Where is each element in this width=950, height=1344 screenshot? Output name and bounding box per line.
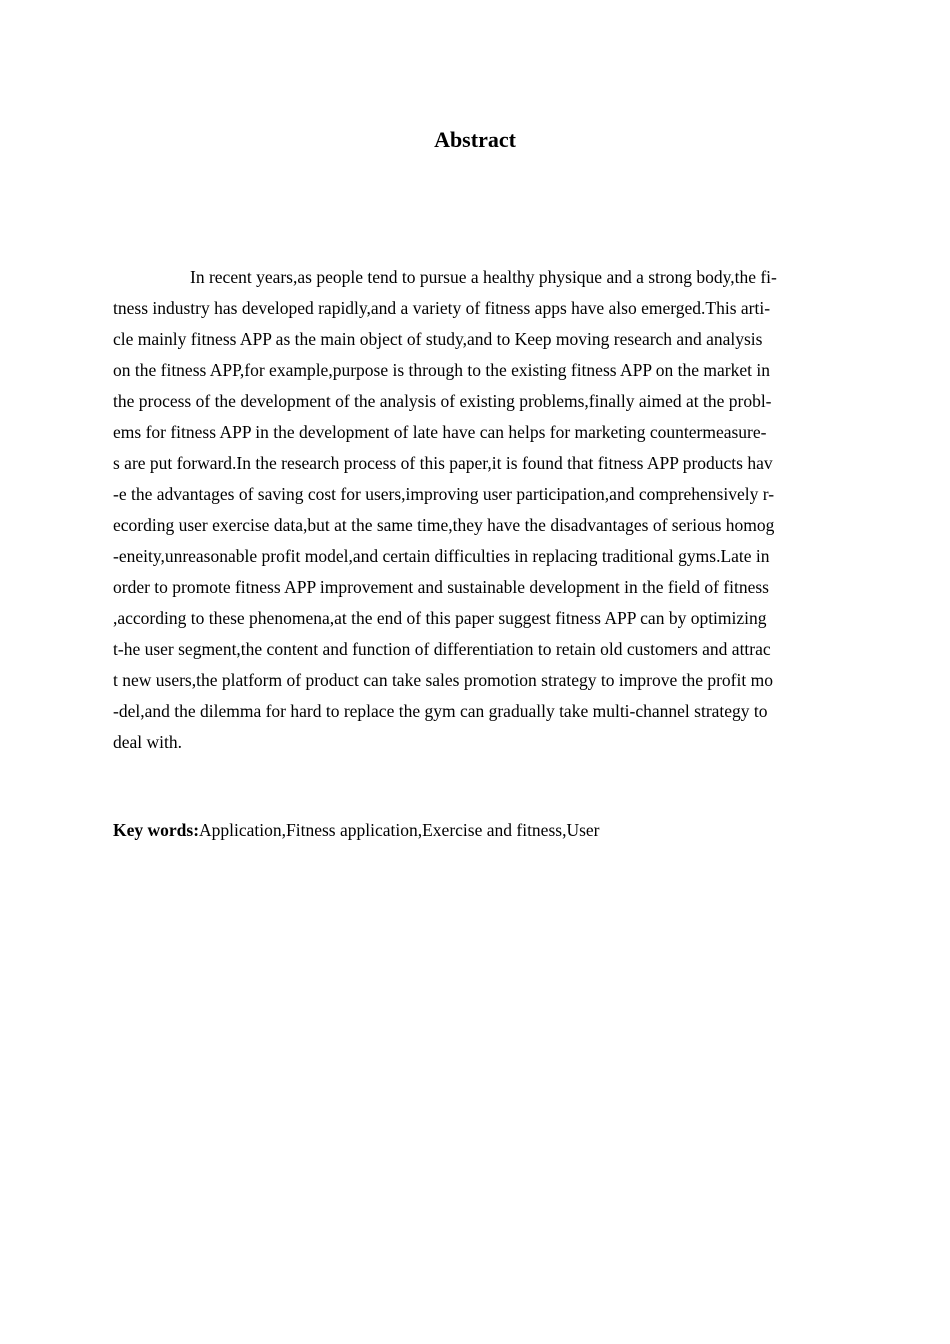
abstract-line: on the fitness APP,for example,purpose is through to the existing fitness APP on the market in bbox=[113, 360, 771, 380]
abstract-line: deal with. bbox=[113, 732, 183, 752]
page-title: Abstract bbox=[434, 127, 516, 152]
abstract-line: order to promote fitness APP improvement and sustainable development in the field of fitness bbox=[113, 577, 769, 597]
abstract-line: s are put forward.In the research process of this paper,it is found that fitness APP products hav bbox=[113, 453, 773, 473]
keywords bbox=[113, 815, 843, 846]
abstract-line: t-he user segment,the content and function of differentiation to retain old customers and attrac bbox=[113, 639, 771, 659]
abstract-line: tness industry has developed rapidly,and a variety of fitness apps have also emerged.This arti- bbox=[113, 298, 771, 318]
keywords-label: Key words: bbox=[113, 820, 200, 840]
abstract-line: ems for fitness APP in the development of late have can helps for marketing countermeasure- bbox=[113, 422, 767, 442]
abstract-line: cle mainly fitness APP as the main object of study,and to Keep moving research and analysis bbox=[113, 329, 763, 349]
abstract-line: the process of the development of the analysis of existing problems,finally aimed at the probl- bbox=[113, 391, 772, 411]
abstract-line: t new users,the platform of product can take sales promotion strategy to improve the profit mo bbox=[113, 670, 773, 690]
abstract-line: -del,and the dilemma for hard to replace the gym can gradually take multi-channel strategy to bbox=[113, 701, 768, 721]
abstract-paragraph bbox=[113, 262, 843, 758]
keywords-text: Application,Fitness application,Exercise and fitness,User bbox=[199, 820, 600, 840]
abstract-line: -eneity,unreasonable profit model,and certain difficulties in replacing traditional gyms.Late in bbox=[113, 546, 770, 566]
abstract-line: In recent years,as people tend to pursue a healthy physique and a strong body,the fi- bbox=[190, 267, 777, 287]
abstract-line: ecording user exercise data,but at the same time,they have the disadvantages of serious homog bbox=[113, 515, 775, 535]
abstract-line: ,according to these phenomena,at the end of this paper suggest fitness APP can by optimizing bbox=[113, 608, 767, 628]
abstract-line: -e the advantages of saving cost for users,improving user participation,and comprehensively r- bbox=[113, 484, 775, 504]
